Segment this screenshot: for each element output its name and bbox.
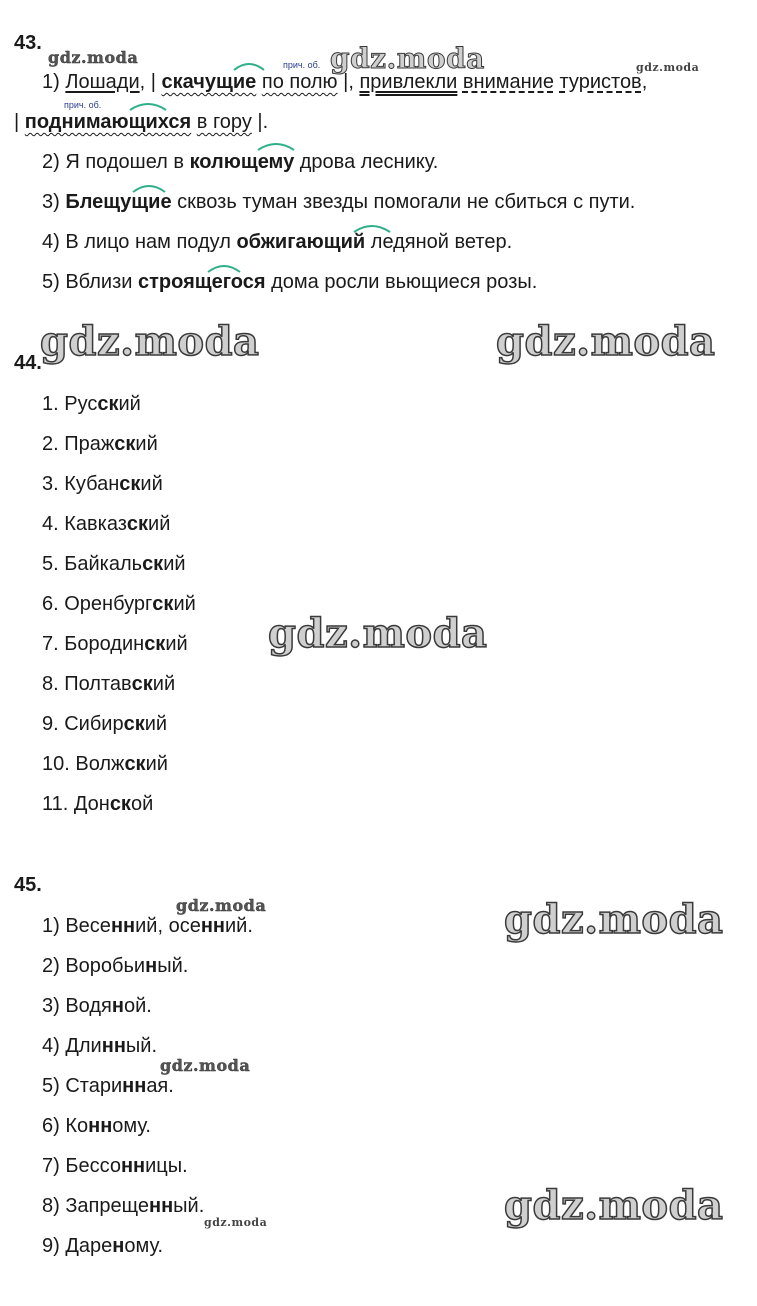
participle-word: обжигающий [236,231,366,253]
list-item [42,792,153,816]
text: ый. [173,1195,205,1217]
text: ый. [157,955,189,977]
participle-phrase-note: прич. об. [283,60,321,70]
punctuation: |. [257,111,269,133]
text: 5) Вблизи [42,271,138,293]
suffix: ск [123,713,145,735]
exercise-43-number: 43. [14,32,42,54]
text: 5. Байкаль [42,553,143,575]
suffix: ск [142,553,164,575]
suffix: нн [120,1155,146,1177]
list-item [42,712,167,736]
object-word: туристов [559,71,642,93]
text: 9. Сибир [42,713,124,735]
list-item [42,472,163,496]
suffix: ск [97,393,119,415]
list-item [42,512,170,536]
sentence-43-5 [42,270,537,294]
participle-word: Блещущие [65,191,172,213]
suffix: нн [122,1075,147,1097]
watermark: gdz.moda [204,1216,268,1229]
object-word: внимание [462,71,554,93]
predicate-word: привлекли [359,71,458,93]
suffix: нн [101,1035,126,1057]
text: 2) Я подошел в [42,151,190,173]
subject-word: Лошади [65,71,140,93]
text: ий [144,713,168,735]
list-item [42,552,186,576]
text: 6. Оренбург [42,593,153,615]
dependent-words: по полю [261,71,338,93]
text: ый. [125,1035,158,1057]
punctuation: |, [343,71,354,93]
sentence-43-1-continued [14,110,268,134]
text: ий [118,393,141,415]
suffix: нн [110,915,136,937]
list-item [42,1194,204,1218]
suffix: нн [200,915,225,937]
suffix: ск [131,673,153,695]
text: сквозь туман звезды помогали не сбиться с пути. [171,191,636,213]
text: ий [163,553,186,575]
list-item [42,432,158,456]
text: 8) Запреще [42,1195,149,1217]
text: 4) Дли [42,1035,102,1057]
text: ий [140,473,163,495]
text: 3. Кубан [42,473,120,495]
text: ому. [112,1115,151,1137]
text: 8. Полтав [42,673,132,695]
watermark: gdz.moda [504,1182,724,1229]
watermark: gdz.moda [496,318,716,365]
watermark: gdz.moda [268,610,488,657]
list-item [42,672,175,696]
punctuation: | [14,111,20,133]
text: ий [152,673,176,695]
text: 5) Стари [42,1075,123,1097]
list-item [42,592,196,616]
list-item [42,914,253,938]
text: 10. Волж [42,753,125,775]
text: 3) [42,191,66,213]
watermark: gdz.moda [160,1056,251,1075]
suffix: нн [88,1115,113,1137]
text: ледяной ветер. [365,231,513,253]
text: ий [135,433,158,455]
text: ий, осе [135,915,201,937]
text: 7) Бессо [42,1155,121,1177]
dependent-words: в гору [196,111,252,133]
text: 7. Бородин [42,633,145,655]
text: дома росли вьющиеся розы. [265,271,538,293]
list-item [42,392,141,416]
exercise-45-number: 45. [14,874,42,896]
suffix: ск [124,753,146,775]
participle-word: поднимающихся [24,111,192,133]
suffix: н [111,995,124,1017]
text: ий [148,513,171,535]
text: ий [145,753,168,775]
text: 4. Кавказ [42,513,127,535]
sentence-43-1 [42,70,647,94]
text: ому. [124,1235,164,1257]
list-item [42,994,152,1018]
watermark: gdz.moda [176,896,267,915]
participle-word: скачущие [161,71,257,93]
text: 4) В лицо нам подул [42,231,237,253]
list-item [42,1034,157,1058]
watermark: gdz.moda [48,48,139,67]
list-item [42,954,188,978]
text: 2. Праж [42,433,115,455]
sentence-number: 1) [42,71,60,93]
text: 6) Ко [42,1115,89,1137]
participle-word: колющему [189,151,295,173]
watermark: gdz.moda [40,318,260,365]
text: 11. Дон [42,793,110,815]
text: ий [165,633,188,655]
text: 2) Воробьи [42,955,146,977]
participle-phrase-note: прич. об. [64,100,102,110]
exercise-44-number: 44. [14,352,42,374]
text: 1. Рус [42,393,98,415]
suffix: ск [109,793,131,815]
suffix: нн [148,1195,174,1217]
text: 9) Даре [42,1235,113,1257]
suffix: ск [126,513,149,535]
watermark: gdz.moda [636,61,700,74]
text: ицы. [145,1155,188,1177]
list-item [42,1114,151,1138]
list-item [42,1154,188,1178]
watermark: gdz.moda [504,896,724,943]
text: ая. [146,1075,174,1097]
list-item [42,1234,163,1258]
punctuation: , [641,71,648,93]
suffix: ск [152,593,174,615]
text: дрова леснику. [294,151,439,173]
list-item [42,632,188,656]
text: ой [130,793,154,815]
text: 3) Водя [42,995,112,1017]
text: ий. [224,915,253,937]
sentence-43-4 [42,230,512,254]
sentence-43-2 [42,150,438,174]
list-item [42,752,168,776]
suffix: ск [119,473,141,495]
watermark: gdz.moda [330,42,485,75]
list-item [42,1074,174,1098]
suffix: н [112,1235,125,1257]
participle-word: строящегося [137,271,266,293]
text: ий [173,593,196,615]
punctuation: , | [139,71,156,93]
text: ой. [123,995,152,1017]
text: 1) Весе [42,915,111,937]
sentence-43-3 [42,190,635,214]
suffix: ск [114,433,136,455]
suffix: ск [144,633,166,655]
suffix: н [145,955,158,977]
